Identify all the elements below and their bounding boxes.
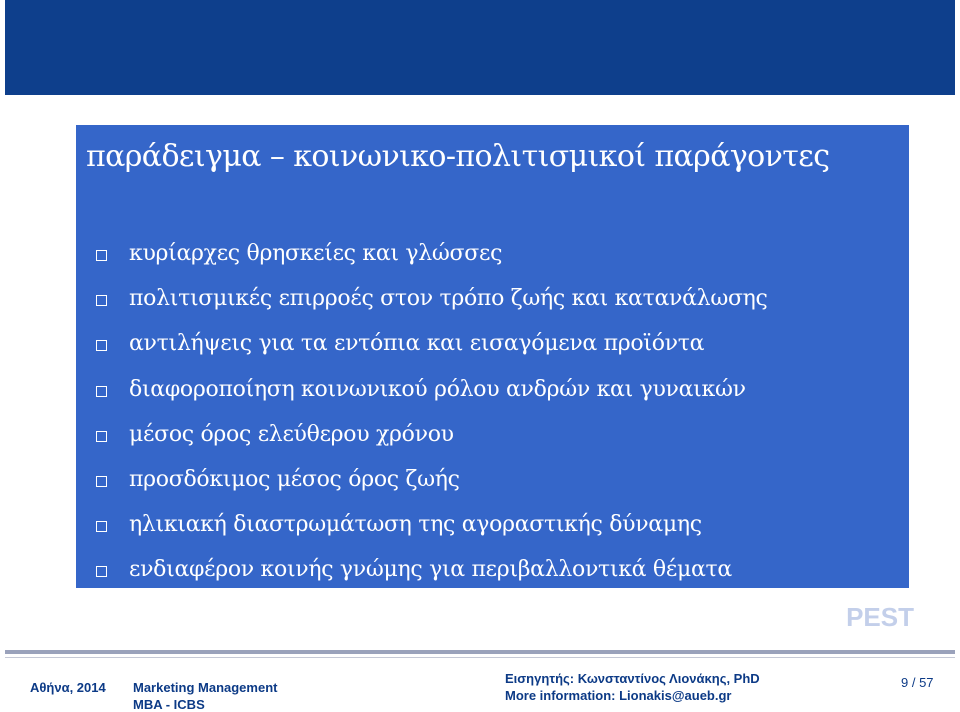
footer-divider-thin xyxy=(5,657,955,658)
bullet-text: μέσος όρος ελεύθερου χρόνου xyxy=(129,421,454,447)
bullet-item xyxy=(96,502,768,547)
bullet-text: πολιτισμικές επιρροές στον τρόπο ζωής και κατανάλωσης xyxy=(129,286,768,312)
bullet-text: ηλικιακή διαστρωμάτωση της αγοραστικής δύναμης xyxy=(129,512,702,538)
content-panel xyxy=(76,125,909,588)
footer-program: MBA - ICBS xyxy=(133,697,205,712)
bullet-item xyxy=(96,231,768,276)
checkbox-square-icon xyxy=(96,295,107,306)
checkbox-square-icon xyxy=(96,431,107,442)
footer-divider xyxy=(5,650,955,654)
slide-title: παράδειγμα – κοινωνικο-πολιτισμικοί παράγοντες xyxy=(86,139,830,174)
bullet-list xyxy=(96,231,768,593)
checkbox-square-icon xyxy=(96,521,107,532)
footer-more-info: More information: Lionakis@aueb.gr xyxy=(505,688,732,703)
bullet-text: αντιλήψεις για τα εντόπια και εισαγόμενα προϊόντα xyxy=(129,331,705,357)
bullet-item xyxy=(96,457,768,502)
bullet-item xyxy=(96,547,768,592)
checkbox-square-icon xyxy=(96,476,107,487)
bullet-item xyxy=(96,321,768,366)
bullet-text: διαφοροποίηση κοινωνικού ρόλου ανδρών και γυναικών xyxy=(129,376,746,402)
checkbox-square-icon xyxy=(96,250,107,261)
header-band xyxy=(5,0,955,95)
bullet-item xyxy=(96,367,768,412)
bullet-text: προσδόκιμος μέσος όρος ζωής xyxy=(129,467,460,493)
bullet-item xyxy=(96,412,768,457)
bullet-item xyxy=(96,276,768,321)
bullet-text: ενδιαφέρον κοινής γνώμης για περιβαλλοντικά θέματα xyxy=(129,557,732,583)
footer-presenter: Εισηγητής: Κωνσταντίνος Λιονάκης, PhD xyxy=(505,671,760,686)
page-number: 9 / 57 xyxy=(901,675,934,690)
footer-course: Marketing Management xyxy=(133,680,278,695)
pest-watermark: PEST xyxy=(846,602,914,632)
checkbox-square-icon xyxy=(96,386,107,397)
checkbox-square-icon xyxy=(96,566,107,577)
footer-place-date: Αθήνα, 2014 xyxy=(30,680,106,695)
checkbox-square-icon xyxy=(96,340,107,351)
bullet-text: κυρίαρχες θρησκείες και γλώσσες xyxy=(129,241,503,267)
